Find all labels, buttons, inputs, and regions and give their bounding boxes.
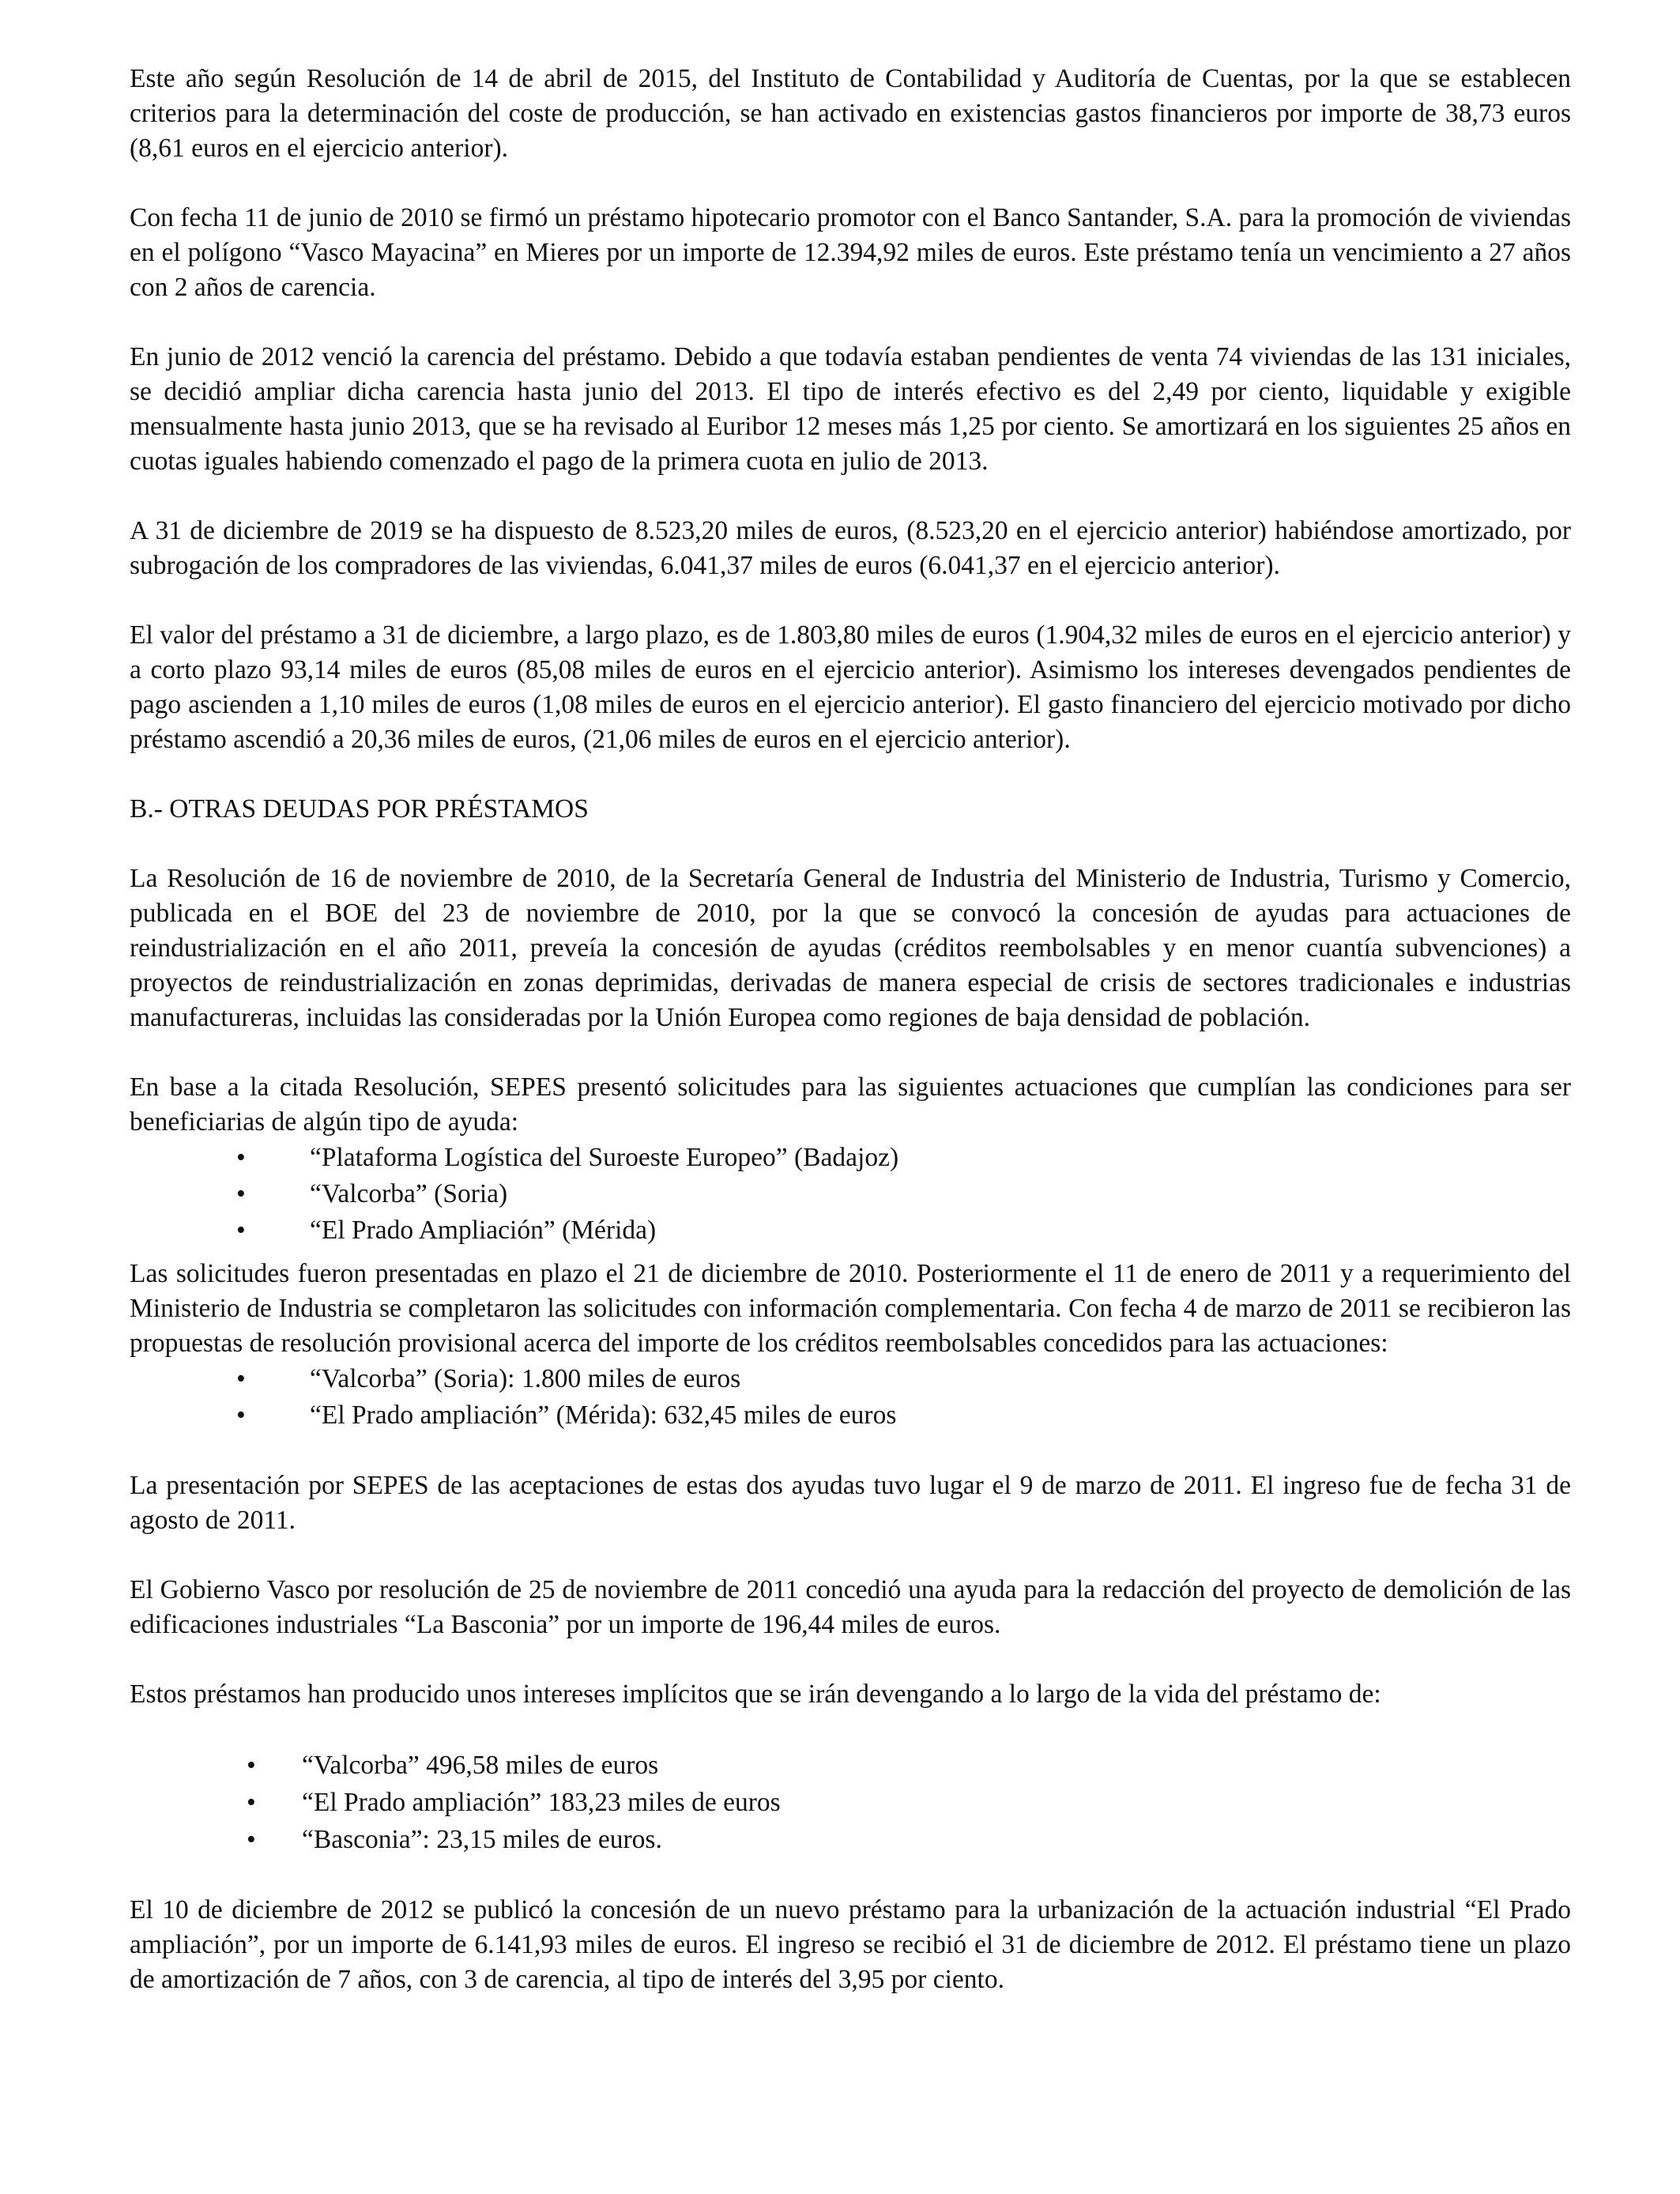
list-item — [130, 1361, 1571, 1397]
paragraph-aceptaciones: La presentación por SEPES de las aceptaciones de estas dos ayudas tuvo lugar el 9 de marzo de 2011. El ingreso fue de fecha 31 de agosto de 2011. — [130, 1471, 1571, 1535]
paragraph-intereses-implicitos: Estos préstamos han producido unos intereses implícitos que se irán devengando a lo largo de la vida del préstamo de: — [130, 1679, 1381, 1709]
bullet-icon: • — [236, 1216, 246, 1245]
paragraph-carencia: En junio de 2012 venció la carencia del préstamo. Debido a que todavía estaban pendientes de venta 74 viviendas de las 131 iniciales, se decidió ampliar dicha carencia hasta junio del 2013. El tipo de interés efectivo es del 2,49 por ciento, liquidable y exigible mensualmente hasta junio 2013, que se ha revisado al Euribor 12 meses más 1,25 por ciento. Se amortizará en los siguientes 25 años en cuotas iguales habiendo comenzado el pago de la primera cuota en julio de 2013. — [130, 342, 1571, 476]
list-creditos — [130, 1361, 1571, 1434]
bullet-icon: • — [236, 1143, 246, 1172]
section-heading: B.- OTRAS DEUDAS POR PRÉSTAMOS — [130, 794, 589, 824]
bullet-icon: • — [247, 1788, 256, 1817]
list-item-text: “El Prado ampliación” (Mérida): 632,45 miles de euros — [310, 1400, 897, 1430]
document-page — [130, 62, 1571, 1997]
list-item — [130, 1397, 1571, 1434]
list-item-text: “Plataforma Logística del Suroeste Europeo” (Badajoz) — [310, 1143, 899, 1172]
paragraph-sepes-solicitudes: En base a la citada Resolución, SEPES presentó solicitudes para las siguientes actuaciones que cumplían las condiciones para ser beneficiarias de algún tipo de ayuda: — [130, 1072, 1571, 1137]
paragraph-nuevo-prestamo: El 10 de diciembre de 2012 se publicó la concesión de un nuevo préstamo para la urbanización de la actuación industrial “El Prado ampliación”, por un importe de 6.141,93 miles de euros. El ingreso se recibió el 31 de diciembre de 2012. El préstamo tiene un plazo de amortización de 7 años, con 3 de carencia, al tipo de interés del 3,95 por ciento. — [130, 1895, 1571, 1994]
list-item — [130, 1176, 1571, 1212]
list-item-text: “Valcorba” (Soria) — [310, 1179, 508, 1208]
list-item — [130, 1140, 1571, 1176]
list-item — [130, 1212, 1571, 1249]
list-item-text: “El Prado ampliación” 183,23 miles de euros — [302, 1788, 781, 1817]
list-actuaciones — [130, 1140, 1571, 1249]
list-item-text: “El Prado Ampliación” (Mérida) — [310, 1216, 657, 1245]
list-item — [130, 1821, 1571, 1858]
paragraph-resolucion-industria: La Resolución de 16 de noviembre de 2010, de la Secretaría General de Industria del Ministerio de Industria, Turismo y Comercio, publicada en el BOE del 23 de noviembre de 2010, por la que se convocó la concesión de ayudas para actuaciones de reindustrialización en el año 2011, preveía la concesión de ayudas (créditos reembolsables y en menor cuantía subvenciones) a proyectos de reindustrialización en zonas deprimidas, derivadas de manera especial de crisis de sectores tradicionales e industrias manufactureras, incluidas las consideradas por la Unión Europea como regiones de baja densidad de población. — [130, 864, 1571, 1032]
bullet-icon: • — [236, 1364, 246, 1393]
paragraph-prestamo-hipotecario: Con fecha 11 de junio de 2010 se firmó un préstamo hipotecario promotor con el Banco Santander, S.A. para la promoción de viviendas en el polígono “Vasco Mayacina” en Mieres por un importe de 12.394,92 miles de euros. Este préstamo tenía un vencimiento a 27 años con 2 años de carencia. — [130, 203, 1571, 302]
bullet-icon: • — [247, 1825, 256, 1854]
paragraph-valor-prestamo: El valor del préstamo a 31 de diciembre, a largo plazo, es de 1.803,80 miles de euros (1.904,32 miles de euros en el ejercicio anterior) y a corto plazo 93,14 miles de euros (85,08 miles de euros en el ejercicio anterior). Asimismo los intereses devengados pendientes de pago ascienden a 1,10 miles de euros (1,08 miles de euros en el ejercicio anterior). El gasto financiero del ejercicio motivado por dicho préstamo ascendió a 20,36 miles de euros, (21,06 miles de euros en el ejercicio anterior). — [130, 620, 1571, 754]
paragraph-solicitudes-presentadas: Las solicitudes fueron presentadas en plazo el 21 de diciembre de 2010. Posteriormente el 11 de enero de 2011 y a requerimiento del Ministerio de Industria se completaron las solicitudes con información complementaria. Con fecha 4 de marzo de 2011 se recibieron las propuestas de resolución provisional acerca del importe de los créditos reembolsables concedidos para las actuaciones: — [130, 1259, 1571, 1358]
bullet-icon: • — [247, 1751, 256, 1780]
list-intereses — [130, 1747, 1571, 1858]
list-item-text: “Valcorba” (Soria): 1.800 miles de euros — [310, 1364, 741, 1393]
bullet-icon: • — [236, 1179, 246, 1208]
paragraph-dispuesto: A 31 de diciembre de 2019 se ha dispuesto de 8.523,20 miles de euros, (8.523,20 en el ejercicio anterior) habiéndose amortizado, por subrogación de los compradores de las viviendas, 6.041,37 miles de euros (6.041,37 en el ejercicio anterior). — [130, 516, 1571, 580]
paragraph-gobierno-vasco: El Gobierno Vasco por resolución de 25 de noviembre de 2011 concedió una ayuda para la redacción del proyecto de demolición de las edificaciones industriales “La Basconia” por un importe de 196,44 miles de euros. — [130, 1575, 1571, 1639]
list-item-text: “Valcorba” 496,58 miles de euros — [302, 1751, 659, 1780]
list-item — [130, 1784, 1571, 1821]
bullet-icon: • — [236, 1400, 246, 1430]
list-item-text: “Basconia”: 23,15 miles de euros. — [302, 1825, 662, 1854]
list-item — [130, 1747, 1571, 1784]
paragraph-resolucion-icac: Este año según Resolución de 14 de abril de 2015, del Instituto de Contabilidad y Auditoría de Cuentas, por la que se establecen criterios para la determinación del coste de producción, se han activado en existencias gastos financieros por importe de 38,73 euros (8,61 euros en el ejercicio anterior). — [130, 64, 1571, 163]
